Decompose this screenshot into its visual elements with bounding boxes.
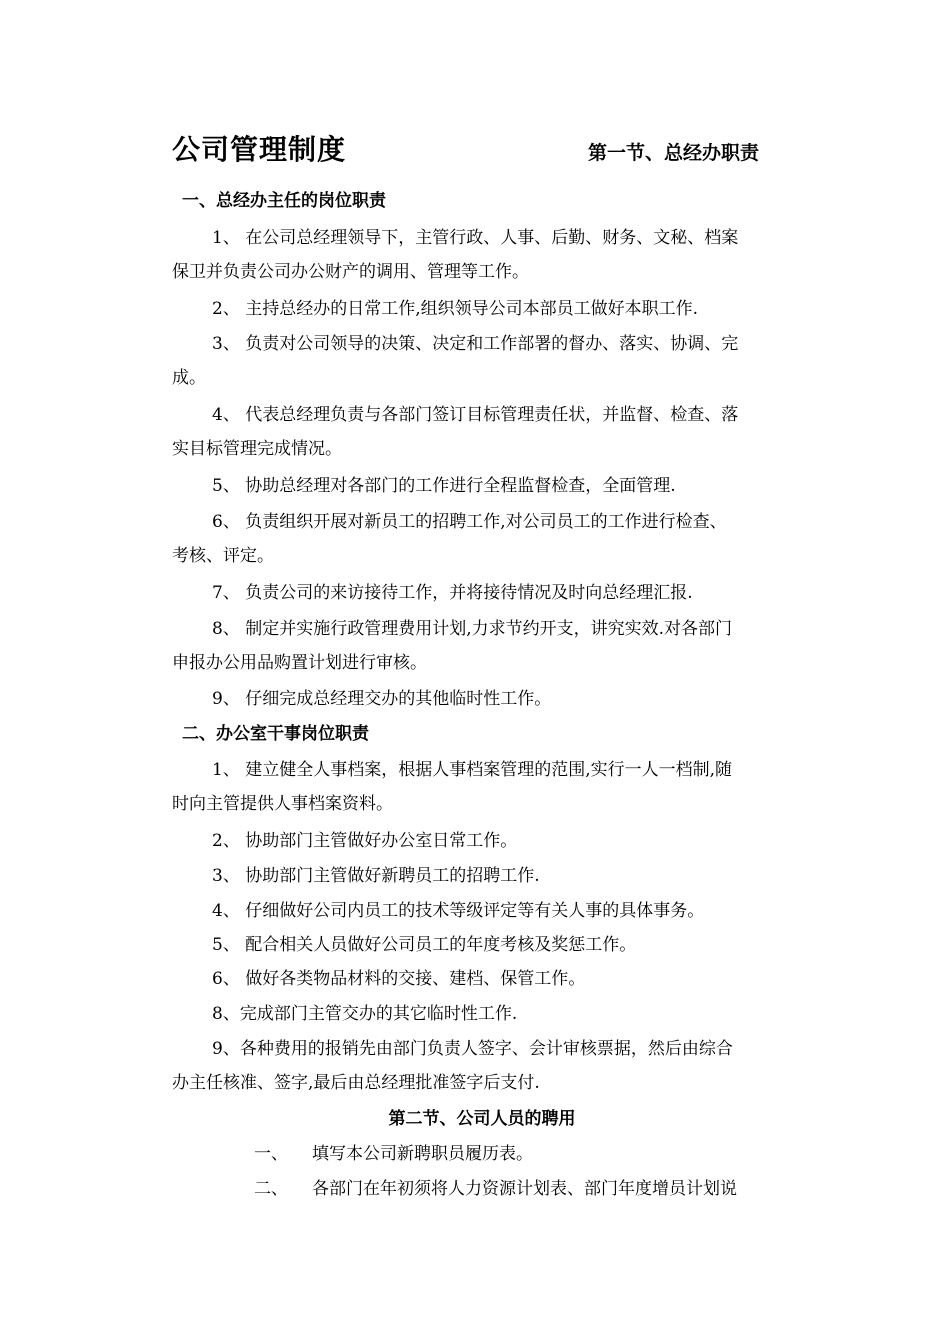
part-1-item-7 [172, 576, 812, 610]
paragraph-line: 7、 负责公司的来访接待工作，并将接待情况及时向总经理汇报. [212, 583, 693, 603]
item-text: 各部门在年初须将人力资源计划表、部门年度增员计划说 [312, 1179, 737, 1199]
paragraph-line: 6、 负责组织开展对新员工的招聘工作,对公司员工的工作进行检查、 [212, 512, 727, 532]
paragraph-line: 4、 仔细做好公司内员工的技术等级评定等有关人事的具体事务。 [212, 901, 705, 921]
section-1-heading: 第一节、总经办职责 [588, 142, 760, 164]
part-1-item-2 [172, 292, 812, 326]
section-2-item-2 [254, 1172, 737, 1206]
document-title: 公司管理制度 [172, 133, 347, 166]
part-2-item-5 [172, 928, 812, 962]
part-2-item-8 [172, 997, 812, 1031]
paragraph-line: 5、 协助总经理对各部门的工作进行全程监督检查，全面管理. [212, 476, 676, 496]
paragraph-line: 6、 做好各类物品材料的交接、建档、保管工作。 [212, 969, 586, 989]
paragraph-line: 8、完成部门主管交办的其它临时性工作. [212, 1004, 518, 1024]
paragraph-line: 时向主管提供人事档案资料。 [172, 794, 393, 814]
paragraph-line: 9、各种费用的报销先由部门负责人签字、会计审核票据，然后由综合 [212, 1039, 733, 1059]
part-1-item-1 [172, 221, 812, 289]
part-1-item-6 [172, 505, 812, 573]
paragraph-line: 成。 [172, 368, 206, 388]
paragraph-line: 考核、评定。 [172, 546, 274, 566]
paragraph-line: 9、 仔细完成总经理交办的其他临时性工作。 [212, 689, 552, 709]
part-2-item-2 [172, 824, 812, 858]
part-2-item-4 [172, 894, 812, 928]
paragraph-line: 1、 建立健全人事档案，根据人事档案管理的范围,实行一人一档制,随 [212, 760, 733, 780]
paragraph-line: 1、 在公司总经理领导下，主管行政、人事、后勤、财务、文秘、档案 [212, 228, 739, 248]
part-2-item-6 [172, 962, 812, 996]
part-1-item-8 [172, 612, 812, 680]
paragraph-line: 申报办公用品购置计划进行审核。 [172, 653, 427, 673]
paragraph-line: 2、 协助部门主管做好办公室日常工作。 [212, 831, 518, 851]
paragraph-line: 实目标管理完成情况。 [172, 439, 342, 459]
paragraph-line: 保卫并负责公司办公财产的调用、管理等工作。 [172, 262, 529, 282]
part-1-item-9 [172, 682, 812, 716]
paragraph-line: 办主任核准、签字,最后由总经理批准签字后支付. [172, 1073, 540, 1093]
section-2-item-1 [254, 1137, 533, 1171]
paragraph-line: 8、 制定并实施行政管理费用计划,力求节约开支，讲究实效.对各部门 [212, 619, 733, 639]
part-1-item-3 [172, 327, 812, 395]
item-number: 二、 [254, 1179, 288, 1199]
part-1-item-5 [172, 469, 812, 503]
paragraph-line: 5、 配合相关人员做好公司员工的年度考核及奖惩工作。 [212, 935, 637, 955]
item-number: 一、 [254, 1144, 288, 1164]
item-text: 填写本公司新聘职员履历表。 [312, 1144, 533, 1164]
part-2-item-9 [172, 1032, 812, 1100]
part-2-item-3 [172, 859, 812, 893]
part-2-item-1 [172, 753, 812, 821]
paragraph-line: 3、 协助部门主管做好新聘员工的招聘工作. [212, 866, 540, 886]
paragraph-line: 3、 负责对公司领导的决策、决定和工作部署的督办、落实、协调、完 [212, 334, 739, 354]
section-2-heading: 第二节、公司人员的聘用 [388, 1109, 576, 1129]
part-1-heading: 一、总经办主任的岗位职责 [182, 191, 386, 211]
paragraph-line: 2、 主持总经办的日常工作,组织领导公司本部员工做好本职工作. [212, 299, 699, 319]
part-2-heading: 二、办公室干事岗位职责 [182, 724, 369, 744]
part-1-item-4 [172, 398, 812, 466]
paragraph-line: 4、 代表总经理负责与各部门签订目标管理责任状，并监督、检查、落 [212, 405, 739, 425]
